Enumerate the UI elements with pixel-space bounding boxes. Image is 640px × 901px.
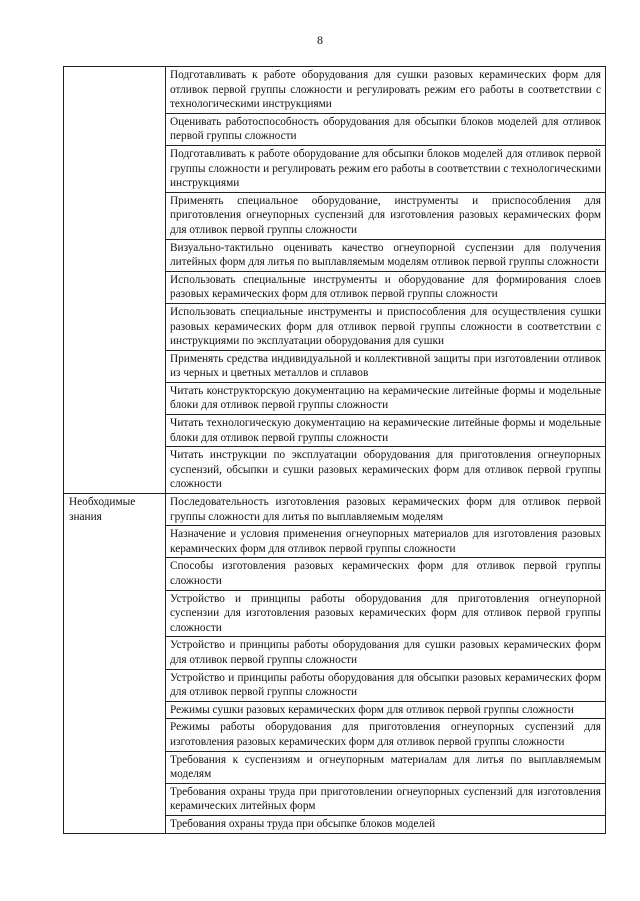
page-number: 8 bbox=[317, 33, 323, 47]
section-heading-cell bbox=[64, 67, 166, 494]
requirement-cell: Подготавливать к работе оборудование для обсыпки блоков моделей для отливок первой группы сложности и регулировать режим его работы в соответствии с технологическими инструкциями bbox=[166, 145, 606, 192]
requirement-cell: Способы изготовления разовых керамических форм для отливок первой группы сложности bbox=[166, 558, 606, 590]
requirement-cell: Читать технологическую документацию на керамические литейные формы и модельные блоки для отливок первой группы сложности bbox=[166, 415, 606, 447]
requirement-cell: Требования к суспензиям и огнеупорным материалам для литья по выплавляемым моделям bbox=[166, 751, 606, 783]
section-heading-cell: Необходимые знания bbox=[64, 494, 166, 833]
requirement-cell: Читать инструкции по эксплуатации оборудования для приготовления огнеупорных суспензий, обсыпки и сушки разовых керамических форм для отливок первой группы сложности bbox=[166, 447, 606, 494]
requirement-cell: Режимы сушки разовых керамических форм для отливок первой группы сложности bbox=[166, 701, 606, 719]
requirement-cell: Читать конструкторскую документацию на керамические литейные формы и модельные блоки для отливок первой группы сложности bbox=[166, 382, 606, 414]
requirement-cell: Оценивать работоспособность оборудования для обсыпки блоков моделей для отливок первой группы сложности bbox=[166, 113, 606, 145]
requirement-cell: Назначение и условия применения огнеупорных материалов для изготовления разовых керамических форм для отливок первой группы сложности bbox=[166, 526, 606, 558]
table-row bbox=[64, 494, 606, 526]
requirement-cell: Применять специальное оборудование, инструменты и приспособления для приготовления огнеупорных суспензий для изготовления разовых керамических форм для отливок первой группы сложности bbox=[166, 192, 606, 239]
requirement-cell: Устройство и принципы работы оборудования для обсыпки разовых керамических форм для отливок первой группы сложности bbox=[166, 669, 606, 701]
requirement-cell: Использовать специальные инструменты и оборудование для формирования слоев разовых керамических форм для отливок первой группы сложности bbox=[166, 271, 606, 303]
requirement-cell: Требования охраны труда при обсыпке блоков моделей bbox=[166, 815, 606, 833]
requirement-cell: Использовать специальные инструменты и приспособления для осуществления сушки разовых керамических форм для отливок первой группы сложности в соответствии с инструкциями по эксплуатации оборудования для сушки bbox=[166, 303, 606, 350]
requirements-table bbox=[63, 66, 606, 834]
requirement-cell: Устройство и принципы работы оборудования для приготовления огнеупорной суспензии для изготовления разовых керамических форм для отливок первой группы сложности bbox=[166, 590, 606, 637]
requirement-cell: Подготавливать к работе оборудования для сушки разовых керамических форм для отливок первой группы сложности и регулировать режим его работы в соответствии с технологическими инструкциями bbox=[166, 67, 606, 114]
requirement-cell: Последовательность изготовления разовых керамических форм для отливок первой группы сложности для литья по выплавляемым моделям bbox=[166, 494, 606, 526]
requirement-cell: Применять средства индивидуальной и коллективной защиты при изготовлении отливок из черных и цветных металлов и сплавов bbox=[166, 350, 606, 382]
requirement-cell: Устройство и принципы работы оборудования для сушки разовых керамических форм для отливок первой группы сложности bbox=[166, 637, 606, 669]
requirement-cell: Требования охраны труда при приготовлении огнеупорных суспензий для изготовления керамических литейных форм bbox=[166, 783, 606, 815]
table-row bbox=[64, 67, 606, 114]
requirement-cell: Режимы работы оборудования для приготовления огнеупорных суспензий для изготовления разовых керамических форм для отливок первой группы сложности bbox=[166, 719, 606, 751]
requirement-cell: Визуально-тактильно оценивать качество огнеупорной суспензии для получения литейных форм для литья по выплавляемым моделям отливок первой группы сложности bbox=[166, 239, 606, 271]
